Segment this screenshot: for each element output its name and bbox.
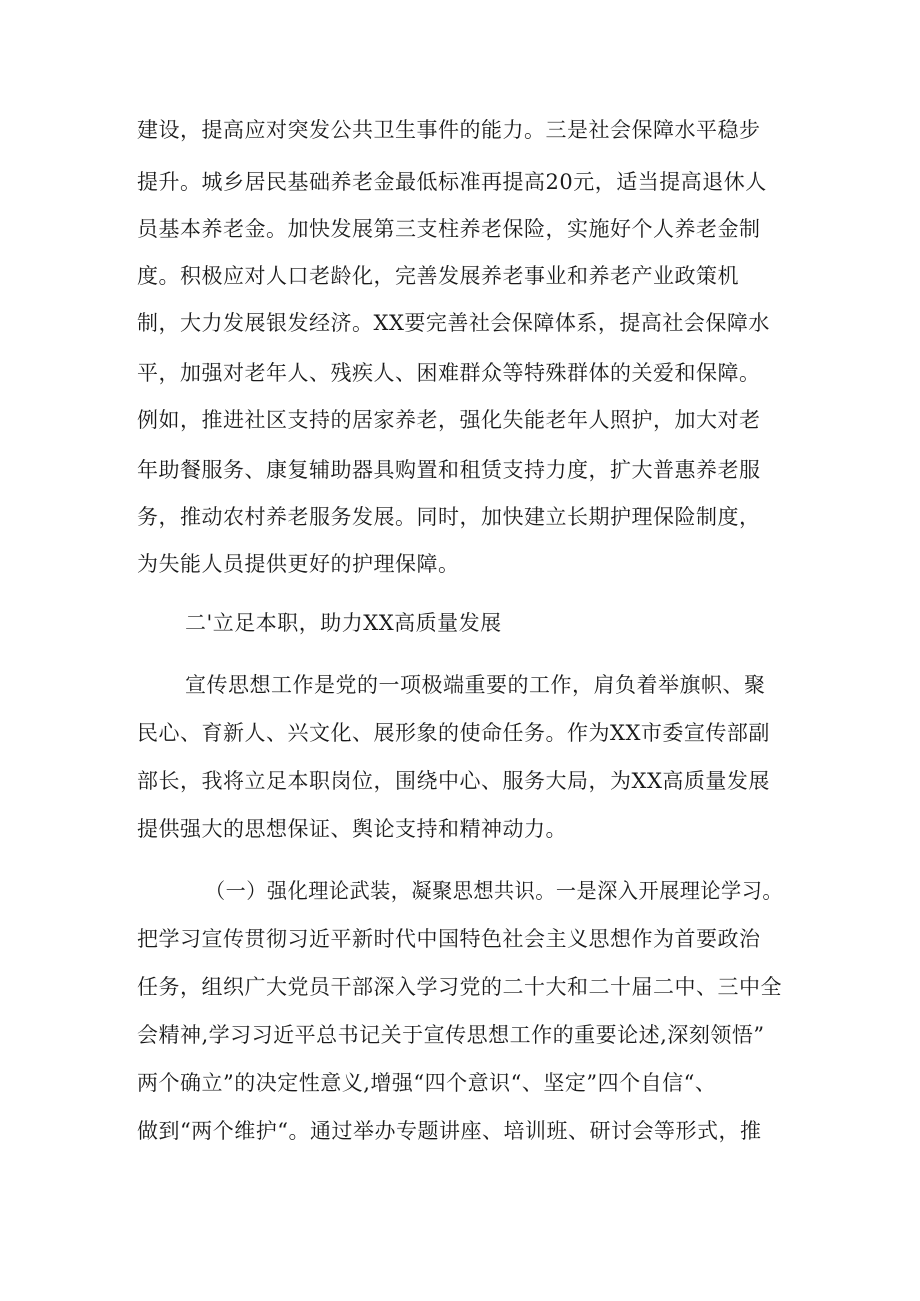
text-line: 例如，推进社区支持的居家养老，强化失能老年人照护，加大对老 — [137, 408, 761, 432]
text-line: 制，大力发展银发经济。XX要完善社会保障体系，提高社会保障水 — [137, 311, 770, 335]
text-line: 年助餐服务、康复辅助器具购置和租赁支持力度，扩大普惠养老服 — [137, 458, 761, 482]
text-line: 平，加强对老年人、残疾人、困难群众等特殊群体的关爱和保障。 — [137, 361, 761, 385]
text-line: 两个确立”的决定性意义,增强“四个意识“、坚定”四个自信“、 — [137, 1071, 717, 1095]
text-line: 员基本养老金。加快发展第三支柱养老保险，实施好个人养老金制 — [137, 217, 761, 241]
section-heading: 二'立足本职，助力XX高质量发展 — [185, 611, 502, 635]
text-line: 民心、育新人、兴文化、展形象的使命任务。作为XX市委宣传部副 — [137, 721, 770, 745]
text-line: 任务，组织广大党员干部深入学习党的二十大和二十届二中、三中全 — [137, 975, 782, 999]
text-line: 务，推动农村养老服务发展。同时，加快建立长期护理保险制度， — [137, 505, 761, 529]
text-line: 把学习宣传贯彻习近平新时代中国特色社会主义思想作为首要政治 — [137, 927, 761, 951]
text-line: （一）强化理论武装，凝聚思想共识。一是深入开展理论学习。 — [205, 879, 783, 903]
text-line: 为失能人员提供更好的护理保障。 — [137, 552, 460, 576]
text-line: 宣传思想工作是党的一项极端重要的工作，肩负着举旗帜、聚 — [185, 673, 766, 697]
text-line: 会精神,学习习近平总书记关于宣传思想工作的重要论述,深刻领悟” — [137, 1023, 765, 1047]
text-line: 提升。城乡居民基础养老金最低标准再提高20元，适当提高退休人 — [137, 170, 767, 194]
text-line: 提供强大的思想保证、舆论支持和精神动力。 — [137, 817, 567, 841]
text-line: 建设，提高应对突发公共卫生事件的能力。三是社会保障水平稳步 — [137, 118, 761, 142]
text-line: 部长，我将立足本职岗位，围绕中心、服务大局，为XX高质量发展 — [137, 769, 770, 793]
text-line: 度。积极应对人口老龄化，完善发展养老事业和养老产业政策机 — [137, 264, 739, 288]
text-line: 做到“两个维护“。通过举办专题讲座、培训班、研讨会等形式，推 — [137, 1119, 762, 1143]
